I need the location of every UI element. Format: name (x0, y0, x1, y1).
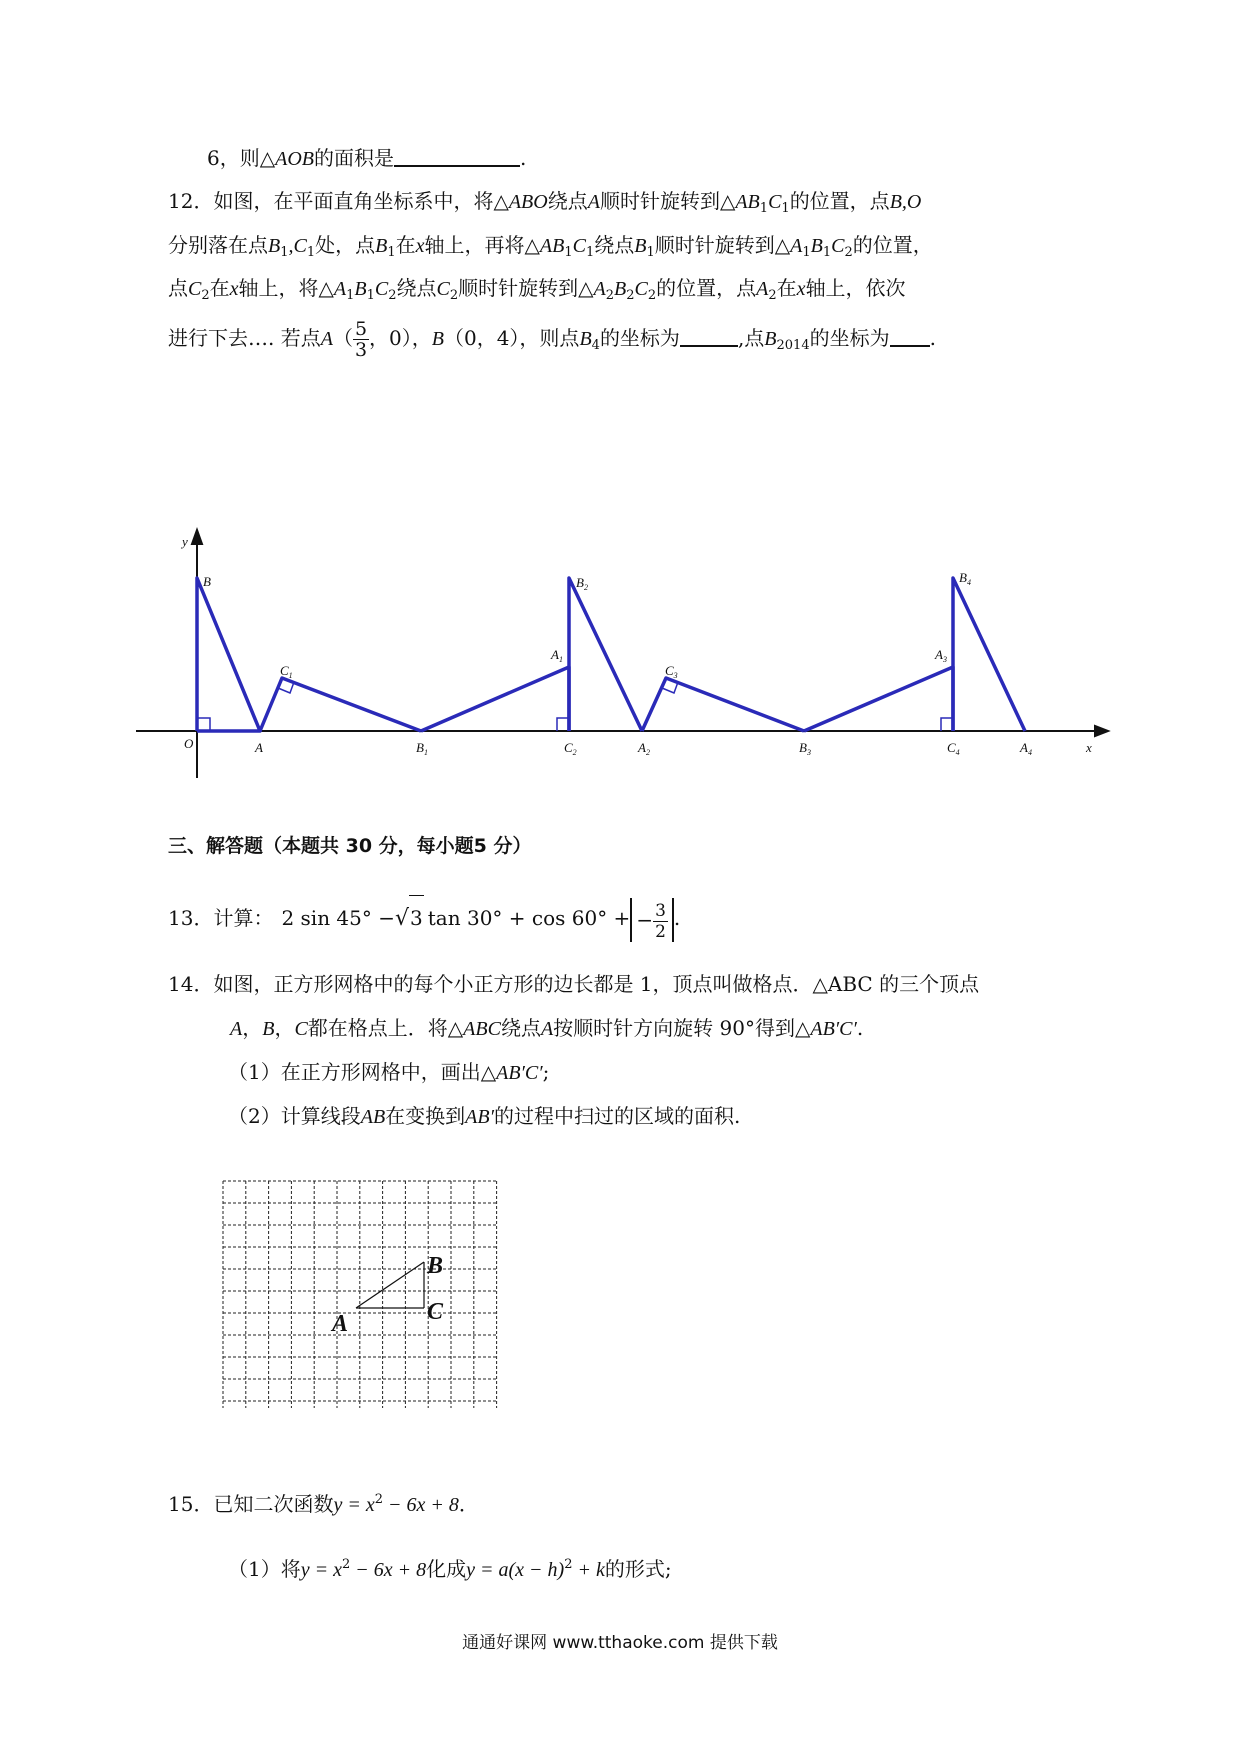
svg-text:A4: $A_4$ (1020, 740, 1032, 757)
triangle-ABO (197, 578, 260, 731)
svg-text:x: x (1086, 740, 1092, 755)
svg-text:B2: $B_2$ (576, 575, 588, 592)
label-B: B (427, 1253, 444, 1279)
svg-text:C2: $C_2$ (564, 740, 577, 757)
answer-blank-b2014 (890, 325, 930, 347)
triangle-A4B4C4 (953, 578, 1025, 731)
svg-text:O: O (184, 736, 194, 751)
triangle-A1B1C2 (421, 667, 569, 731)
svg-text:A: A (255, 740, 263, 755)
triangle-A2B2C2 (569, 578, 642, 731)
svg-text:C1: $C_1$ (280, 663, 293, 680)
q14-line-1: 14．如图，正方形网格中的每个小正方形的边长都是 1，顶点叫做格点．△ABC 的三个顶点 (168, 972, 980, 996)
q12-line-3: 点$C_2$在x轴上，将$\triangle A_1B_1C_2$绕点$C_2$顺时针旋转到$\triangle A_2B_2C_2$的位置，点$A_2$在x轴上，依次 (168, 276, 906, 303)
q14-part-1: （1）在正方形网格中，画出△AB′C′; (228, 1060, 550, 1084)
svg-text:A2: $A_2$ (638, 740, 650, 757)
svg-text:A3: $A_3$ (935, 647, 947, 664)
svg-text:y: y (182, 534, 188, 549)
svg-text:A1: $A_1$ (551, 647, 563, 664)
q14-line-2: A，B，C都在格点上．将△ABC绕点A按顺时针方向旋转 90°得到△AB′C′. (230, 1016, 864, 1040)
q15-line-1: 15．已知二次函数$y = x^2 - 6x + 8$． (168, 1492, 479, 1516)
square-grid-figure (220, 1178, 500, 1408)
svg-text:C3: $C_3$ (665, 663, 678, 680)
figure-labels (180, 534, 1092, 757)
triangle-AB1C1 (260, 678, 421, 731)
q11-tail: 6，则△AOB的面积是 . (207, 146, 527, 170)
q14-part-2: （2）计算线段AB在变换到AB′的过程中扫过的区域的面积. (228, 1104, 741, 1128)
fraction-five-thirds: $\frac{5}{3}$ (354, 318, 368, 361)
q12-line-2: 分别落在点$B_1,C_1$处，点$B_1$在x轴上，再将$\triangle AB_1C_1$绕点$B_1$顺时针旋转到$\triangle A_1B_1C_2$的位置， (168, 233, 933, 260)
answer-blank-b4 (680, 325, 738, 347)
answer-blank (394, 145, 520, 167)
triangle-A2B3C3 (642, 678, 804, 731)
label-C: C (427, 1299, 444, 1325)
svg-text:B3: $B_3$ (799, 740, 811, 757)
q12-line-4: 进行下去…. 若点A（ $\frac{5}{3}$ ，0），B（0，4），则点$B_4$的坐标为 ,点$B_{2014}$的坐标为 . (168, 318, 936, 361)
triangles (197, 578, 1025, 731)
rotation-figure (0, 520, 1240, 780)
q15-part-1: （1）将$y = x^2 - 6x + 8$化成$y = a(x - h)^2 + k$的形式; (228, 1557, 672, 1581)
absolute-value: − $\frac{3}{2}$ (630, 898, 674, 942)
svg-text:B: B (203, 574, 211, 589)
footer-credit: 通通好课网 www.tthaoke.com 提供下载 (462, 1633, 778, 1653)
triangle-A3B3C4 (804, 667, 953, 731)
svg-text:C4: $C_4$ (947, 740, 960, 757)
section-3-heading: 三、解答题（本题共 30 分，每小题5 分） (168, 835, 532, 857)
svg-text:B1: $B_1$ (416, 740, 428, 757)
svg-text:B4: $B_4$ (959, 570, 971, 587)
grid-lines (223, 1181, 497, 1408)
axes (136, 530, 1108, 778)
label-A: A (332, 1311, 349, 1337)
q12-line-1: 12．如图，在平面直角坐标系中，将△ABO绕点A顺时针旋转到$\triangle AB_1C_1$的位置，点B,O (168, 189, 922, 216)
q13: 13．计算： 2 sin 45° −√3 tan 30° + cos 60° + − $\frac{3}{2}$ . (168, 895, 680, 942)
